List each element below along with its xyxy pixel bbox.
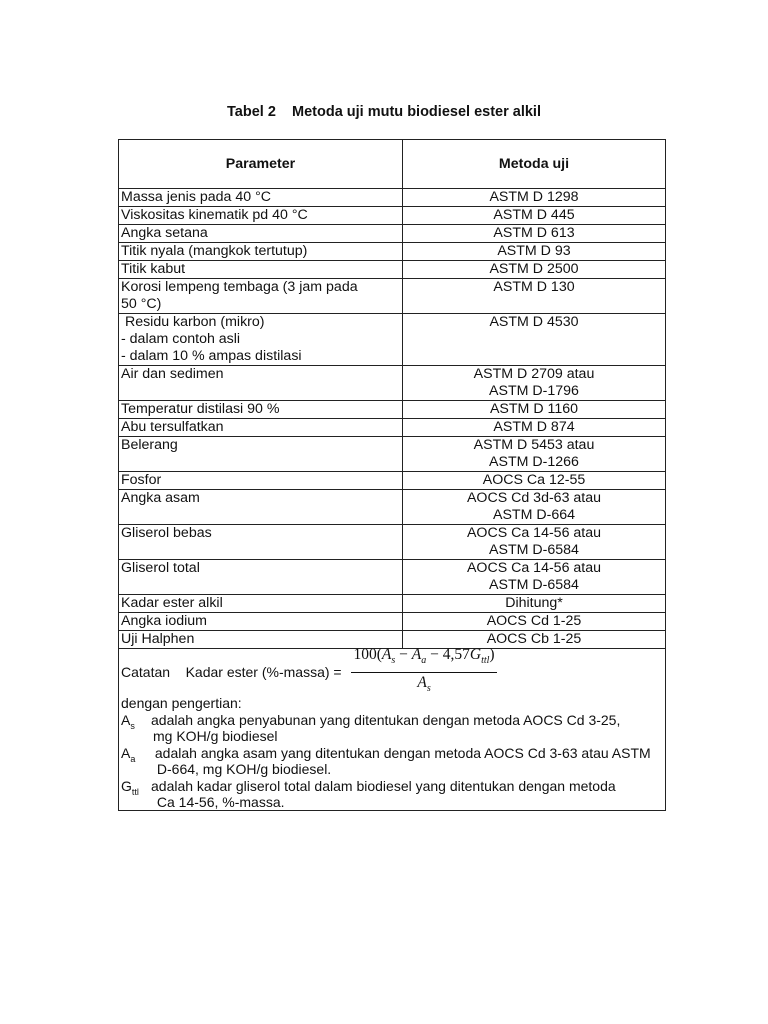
formula-label: Catatan Kadar ester (%-massa) = — [121, 664, 346, 680]
parameter-text: Gliserol total — [121, 560, 200, 576]
parameter-text: Massa jenis pada 40 °C — [121, 189, 271, 205]
method-text: ASTM D-664 — [493, 507, 575, 523]
method-text: Dihitung* — [505, 595, 563, 611]
table-row — [119, 419, 666, 437]
notes-cell — [119, 646, 666, 811]
ester-content-formula — [351, 647, 496, 696]
parameter-text: Titik kabut — [121, 261, 186, 277]
parameter-cell — [119, 401, 403, 419]
table-row — [119, 560, 666, 595]
method-cell — [403, 595, 666, 613]
table-row — [119, 261, 666, 279]
method-cell — [403, 490, 666, 525]
parameter-text: Viskositas kinematik pd 40 °C — [121, 207, 308, 223]
method-cell — [403, 314, 666, 366]
formula-denominator: $A_s$ — [417, 673, 431, 694]
method-text: AOCS Cd 1-25 — [486, 613, 582, 629]
table-row — [119, 472, 666, 490]
parameter-text: Angka iodium — [121, 613, 207, 629]
parameter-text: Air dan sedimen — [121, 366, 224, 382]
table-row — [119, 279, 666, 314]
formula-numerator: $100(A_s - A_a - 4,57G_{ttl})$ — [351, 647, 496, 672]
method-cell — [403, 261, 666, 279]
notes-row — [119, 649, 666, 811]
parameter-cell — [119, 207, 403, 225]
parameter-cell — [119, 525, 403, 560]
method-cell — [403, 225, 666, 243]
table-row — [119, 366, 666, 401]
method-text: ASTM D-1796 — [489, 383, 579, 399]
table-row — [119, 437, 666, 472]
definition-symbol: $G_{ttl}$ — [121, 778, 139, 797]
method-cell — [403, 613, 666, 631]
method-text: ASTM D 4530 — [489, 314, 579, 330]
table-row — [119, 243, 666, 261]
method-text: AOCS Cb 1-25 — [486, 631, 582, 647]
formula-line — [121, 646, 663, 695]
parameter-text: 50 °C) — [121, 296, 162, 312]
parameter-text: Residu karbon (mikro) — [121, 314, 265, 330]
definition-item — [121, 712, 663, 744]
method-cell — [403, 207, 666, 225]
parameter-text: Angka asam — [121, 490, 200, 506]
table-row — [119, 490, 666, 525]
parameter-text: Uji Halphen — [121, 631, 195, 647]
table-row — [119, 314, 666, 366]
method-text: AOCS Cd 3d-63 atau — [466, 490, 602, 506]
table-row — [119, 401, 666, 419]
definitions-list — [121, 712, 663, 810]
parameter-text: Angka setana — [121, 225, 208, 241]
table-caption: Tabel 2 Metoda uji mutu biodiesel ester alkil — [227, 104, 541, 120]
parameter-text: Gliserol bebas — [121, 525, 212, 541]
method-text: ASTM D 1160 — [489, 401, 579, 417]
method-cell — [403, 366, 666, 401]
test-methods-table — [118, 139, 666, 811]
parameter-text: Temperatur distilasi 90 % — [121, 401, 280, 417]
definition-text: adalah kadar gliserol total dalam biodiesel yang ditentukan dengan metoda Ca 14-56, %-massa. — [151, 778, 616, 810]
parameter-cell — [119, 595, 403, 613]
parameter-cell — [119, 472, 403, 490]
method-text: AOCS Ca 14-56 atau — [466, 525, 602, 541]
parameter-cell — [119, 225, 403, 243]
parameter-text: Fosfor — [121, 472, 162, 488]
method-text: ASTM D 874 — [493, 419, 575, 435]
table-row — [119, 525, 666, 560]
header-parameter: Parameter — [119, 140, 403, 189]
method-cell — [403, 525, 666, 560]
parameter-cell — [119, 613, 403, 631]
table-row — [119, 207, 666, 225]
method-text: ASTM D 613 — [493, 225, 575, 241]
method-text: ASTM D 130 — [493, 279, 575, 295]
parameter-text: Kadar ester alkil — [121, 595, 223, 611]
header-method: Metoda uji — [403, 140, 666, 189]
parameter-cell — [119, 243, 403, 261]
method-text: ASTM D 93 — [497, 243, 571, 259]
definition-text: adalah angka penyabunan yang ditentukan dengan metoda AOCS Cd 3-25, mg KOH/g biodiesel — [151, 712, 621, 744]
parameter-cell — [119, 366, 403, 401]
table-row — [119, 631, 666, 649]
parameter-text: Titik nyala (mangkok tertutup) — [121, 243, 308, 259]
parameter-text: - dalam contoh asli — [121, 331, 241, 347]
table-row — [119, 595, 666, 613]
method-cell — [403, 243, 666, 261]
method-text: ASTM D-1266 — [489, 454, 579, 470]
definition-item — [121, 778, 663, 810]
parameter-text: Abu tersulfatkan — [121, 419, 224, 435]
method-text: AOCS Ca 12-55 — [482, 472, 586, 488]
parameter-text: Korosi lempeng tembaga (3 jam pada — [121, 279, 358, 295]
parameter-cell — [119, 490, 403, 525]
method-cell — [403, 419, 666, 437]
table-row — [119, 613, 666, 631]
method-text: ASTM D 1298 — [489, 189, 579, 205]
table-row — [119, 189, 666, 207]
parameter-cell — [119, 560, 403, 595]
method-text: ASTM D 2709 atau — [473, 366, 595, 382]
definition-symbol: $A_s$ — [121, 712, 135, 731]
method-cell — [403, 189, 666, 207]
definitions-intro: dengan pengertian: — [121, 695, 242, 711]
method-cell — [403, 401, 666, 419]
parameter-cell — [119, 279, 403, 314]
parameter-cell — [119, 437, 403, 472]
parameter-cell — [119, 419, 403, 437]
table-header-row — [119, 140, 666, 189]
table-row — [119, 225, 666, 243]
definition-item — [121, 745, 663, 777]
definition-text: adalah angka asam yang ditentukan dengan metoda AOCS Cd 3-63 atau ASTM D-664, mg KOH/g biodiesel. — [151, 745, 651, 777]
method-text: ASTM D-6584 — [489, 577, 579, 593]
method-text: ASTM D 2500 — [489, 261, 579, 277]
definition-symbol: $A_a$ — [121, 745, 136, 764]
parameter-text: - dalam 10 % ampas distilasi — [121, 348, 302, 364]
method-cell — [403, 472, 666, 490]
parameter-cell — [119, 314, 403, 366]
parameter-cell — [119, 261, 403, 279]
method-text: ASTM D 5453 atau — [473, 437, 595, 453]
parameter-cell — [119, 189, 403, 207]
method-text: AOCS Ca 14-56 atau — [466, 560, 602, 576]
method-cell — [403, 560, 666, 595]
method-text: ASTM D 445 — [493, 207, 575, 223]
method-cell — [403, 279, 666, 314]
method-text: ASTM D-6584 — [489, 542, 579, 558]
method-cell — [403, 437, 666, 472]
parameter-text: Belerang — [121, 437, 178, 453]
